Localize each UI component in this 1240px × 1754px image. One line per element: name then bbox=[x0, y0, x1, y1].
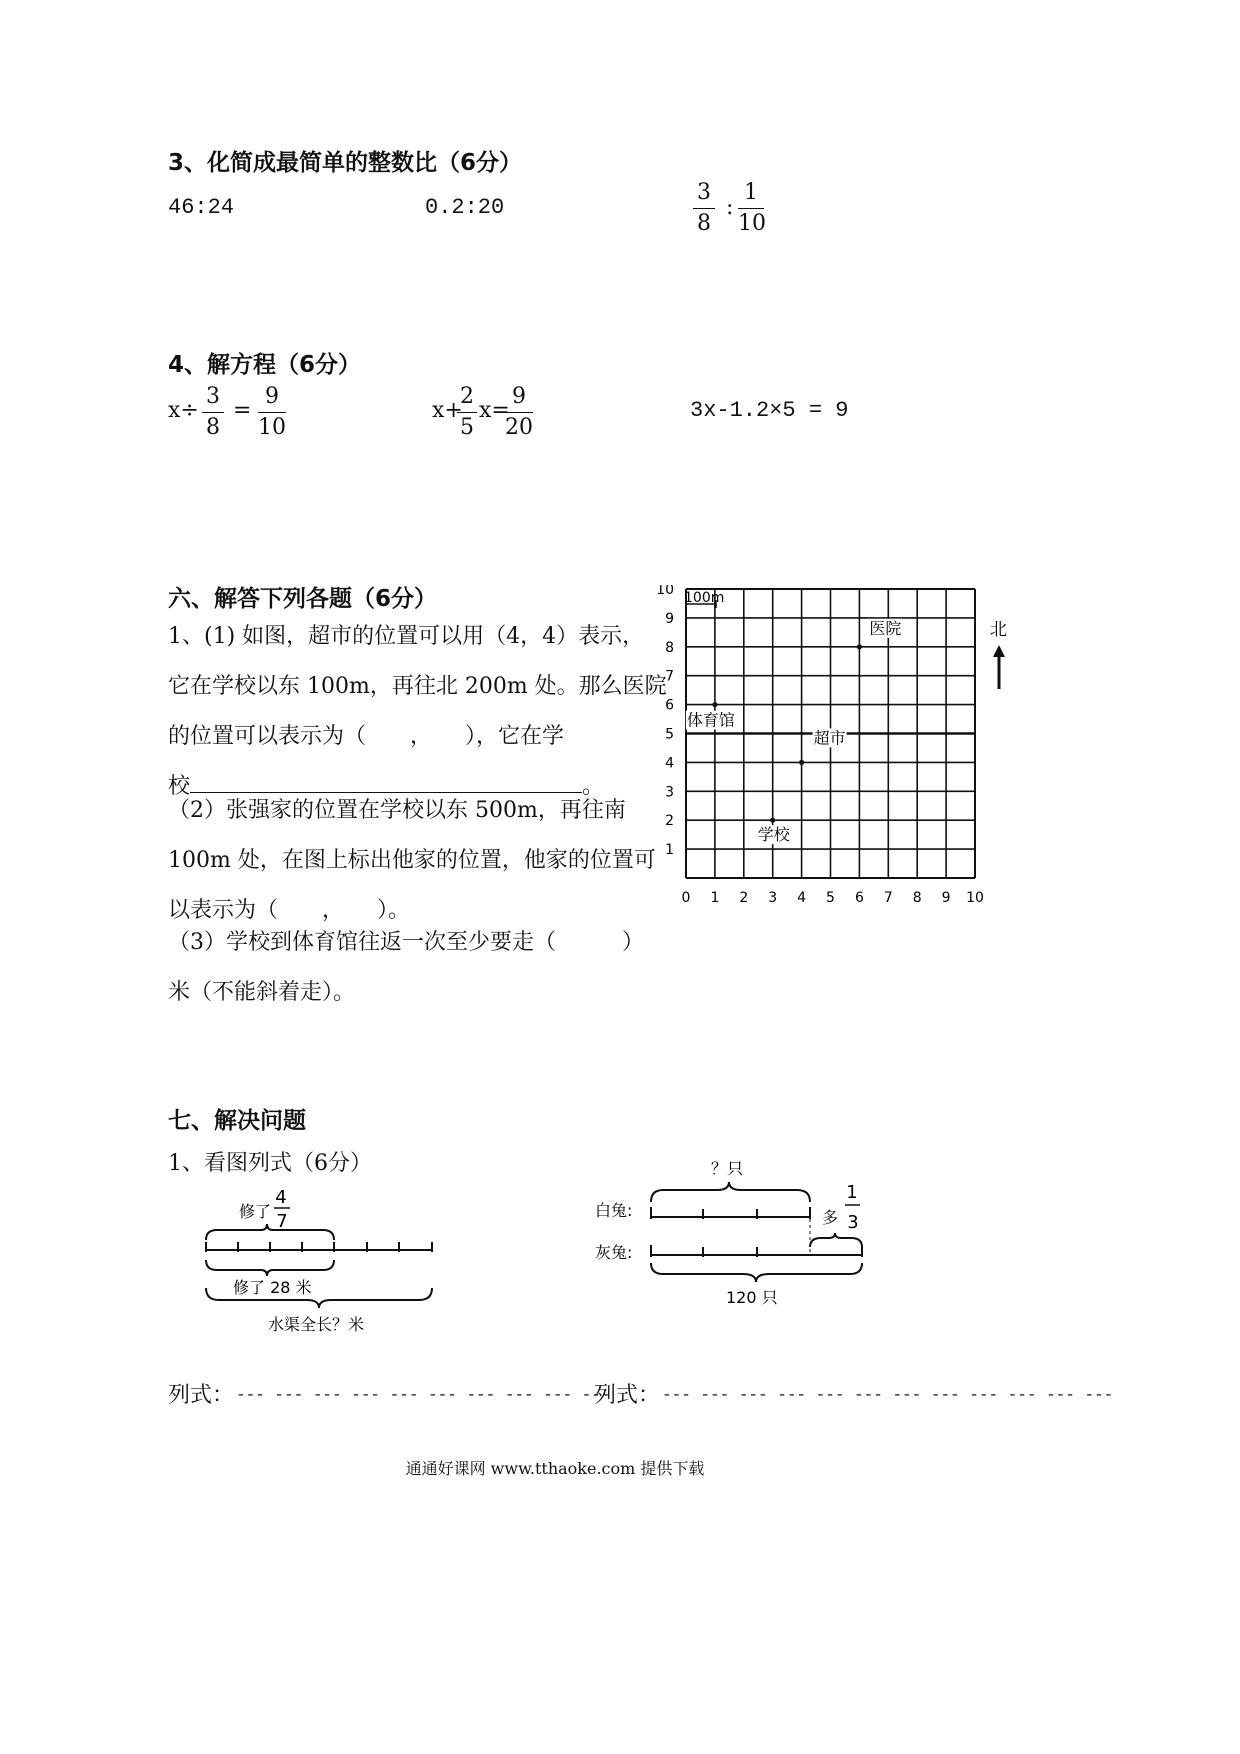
equation-1-lhs: x÷ bbox=[168, 398, 199, 423]
ratio-item-1: 46:24 bbox=[168, 195, 235, 220]
equation-2-fraction-1: 2 5 bbox=[457, 386, 477, 439]
grid-point-label: 体育馆 bbox=[686, 710, 735, 730]
x-tick-label: 4 bbox=[797, 890, 807, 906]
ratio-item-3-fraction-a: 3 8 bbox=[693, 182, 715, 235]
gray-rabbit-label: 灰兔: bbox=[595, 1243, 633, 1262]
x-tick-label: 3 bbox=[768, 890, 778, 906]
y-tick-label: 1 bbox=[665, 842, 674, 859]
equation-2-x: x= bbox=[479, 398, 510, 423]
x-tick-label: 9 bbox=[941, 890, 951, 906]
grid-point bbox=[799, 760, 804, 765]
y-tick-label: 8 bbox=[665, 639, 674, 656]
equation-3: 3x-1.2×5 = 9 bbox=[690, 398, 849, 423]
grid-point-label: 学校 bbox=[757, 825, 790, 845]
scale-label: 100m bbox=[684, 590, 725, 606]
canal-fraction-den: 7 bbox=[276, 1211, 288, 1232]
y-tick-label: 2 bbox=[665, 813, 674, 830]
x-tick-label: 2 bbox=[739, 890, 749, 906]
canal-repaired-label: 修了 bbox=[239, 1202, 272, 1221]
grid-point bbox=[770, 818, 775, 823]
ratio-item-2: 0.2:20 bbox=[425, 195, 505, 220]
white-rabbit-label: 白兔: bbox=[595, 1201, 633, 1220]
white-rabbit-unknown-label: ？只 bbox=[711, 1159, 744, 1178]
x-tick-label: 0 bbox=[681, 890, 691, 906]
section-3-heading: 3、化简成最简单的整数比（6分） bbox=[168, 150, 523, 176]
x-tick-label: 8 bbox=[912, 890, 922, 906]
north-label: 北 bbox=[990, 620, 1007, 640]
x-tick-label: 10 bbox=[966, 890, 984, 906]
y-tick-label: 4 bbox=[665, 755, 674, 772]
canal-repaired-length: 修了 28 米 bbox=[233, 1278, 312, 1297]
equation-2-lhs: x+ bbox=[432, 398, 463, 423]
equation-1-fraction-1: 3 8 bbox=[202, 386, 224, 439]
y-tick-label: 7 bbox=[665, 668, 674, 685]
canal-fraction-num: 4 bbox=[275, 1187, 287, 1208]
ratio-item-3-fraction-b: 1 10 bbox=[738, 180, 766, 236]
equation-2-fraction-2: 9 20 bbox=[505, 384, 533, 440]
more-fraction-den: 3 bbox=[847, 1212, 859, 1233]
north-arrow-icon bbox=[993, 645, 1005, 689]
question-7-1-title: 1、看图列式（6分） bbox=[168, 1151, 372, 1176]
answer-label-1: 列式： bbox=[168, 1383, 235, 1408]
canal-diagram bbox=[195, 1180, 455, 1340]
more-fraction-num: 1 bbox=[846, 1182, 858, 1203]
q2-line-1: （2）张强家的位置在学校以东 500m，再往南 bbox=[168, 798, 626, 823]
y-tick-label: 3 bbox=[665, 784, 674, 801]
q2-line-2: 100m 处，在图上标出他家的位置，他家的位置可 bbox=[168, 848, 656, 873]
footer-text: 通通好课网 www.tthaoke.com 提供下载 bbox=[405, 1459, 705, 1478]
section-4-heading: 4、解方程（6分） bbox=[168, 352, 362, 378]
x-tick-label: 1 bbox=[710, 890, 720, 906]
answer-blank-1[interactable]: --- --- --- --- --- --- --- --- --- --- bbox=[236, 1386, 611, 1404]
section-7-heading: 七、解决问题 bbox=[168, 1108, 306, 1134]
q1-line-3: 的位置可以表示为（ ， ），它在学 bbox=[168, 724, 565, 749]
q2-line-3: 以表示为（ ， ）。 bbox=[168, 898, 411, 923]
question-3-text bbox=[168, 918, 648, 1018]
y-tick-label: 6 bbox=[665, 697, 674, 714]
y-tick-label: 10 bbox=[656, 585, 674, 598]
q3-line-2: 米（不能斜着走）。 bbox=[168, 980, 356, 1005]
q1-line-4: 校 。 bbox=[168, 762, 648, 812]
answer-blank-2[interactable]: --- --- --- --- --- --- --- --- --- --- --- --- bbox=[662, 1386, 1114, 1404]
section-6-heading: 六、解答下列各题（6分） bbox=[168, 586, 438, 612]
equation-1-equals: = bbox=[233, 398, 252, 423]
x-tick-label: 6 bbox=[854, 890, 864, 906]
x-tick-label: 5 bbox=[826, 890, 835, 906]
answer-label-2: 列式： bbox=[594, 1383, 661, 1408]
q3-line-1: （3）学校到体育馆往返一次至少要走（ ） bbox=[168, 930, 644, 955]
q1-line-2: 它在学校以东 100m，再往北 200m 处。那么医院 bbox=[168, 674, 667, 699]
grid-point bbox=[712, 702, 717, 707]
canal-total-label: 水渠全长？米 bbox=[268, 1315, 365, 1334]
grid-point bbox=[857, 644, 862, 649]
question-2-text bbox=[168, 786, 656, 936]
grid-point-label: 医院 bbox=[869, 618, 902, 638]
y-tick-label: 9 bbox=[665, 610, 674, 627]
ratio-colon: : bbox=[726, 195, 734, 220]
more-label: 多 bbox=[822, 1208, 839, 1227]
question-1-text bbox=[168, 612, 667, 812]
y-tick-label: 5 bbox=[665, 726, 674, 743]
coordinate-grid bbox=[650, 585, 1030, 935]
equation-1-fraction-2: 9 10 bbox=[258, 384, 286, 440]
rabbit-diagram bbox=[585, 1150, 885, 1315]
q1-line-1: 1、(1) 如图，超市的位置可以用（4，4）表示， bbox=[168, 624, 645, 649]
gray-rabbit-count: 120 只 bbox=[726, 1288, 778, 1307]
grid-point-label: 超市 bbox=[813, 728, 846, 748]
x-tick-label: 7 bbox=[883, 890, 893, 906]
